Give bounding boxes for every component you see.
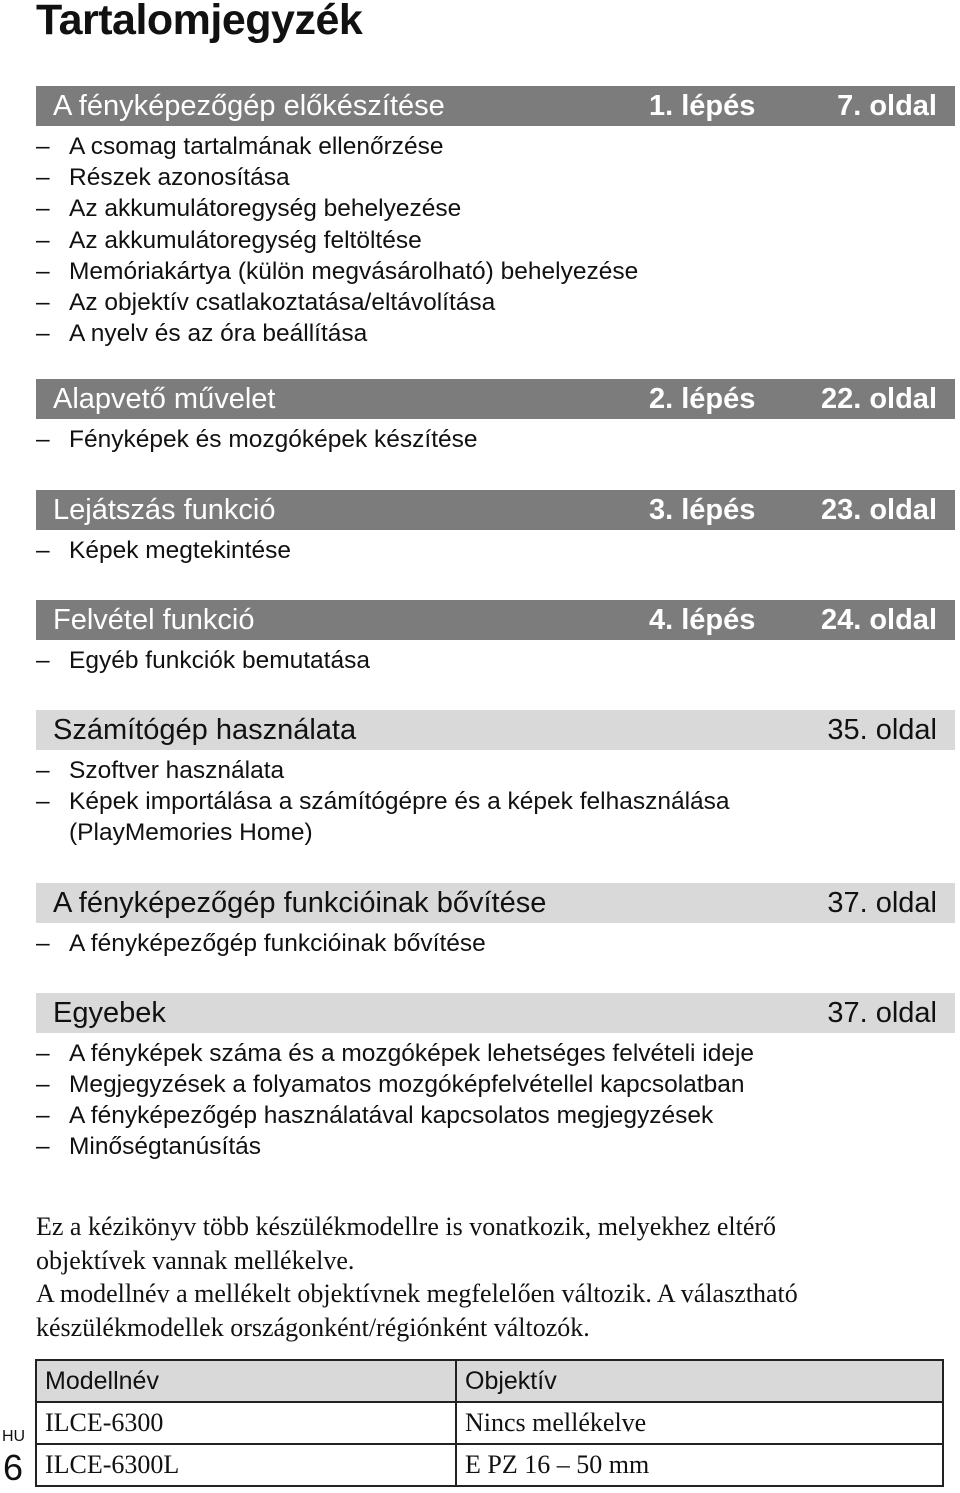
section-name: Számítógép használata <box>53 714 357 747</box>
toc-item-list <box>36 755 955 849</box>
dash-bullet: – <box>36 226 50 254</box>
toc-item-text: A csomag tartalmának ellenőrzése <box>69 133 444 160</box>
toc-item[interactable] <box>36 535 955 566</box>
section-step: 1. lépés <box>649 90 756 122</box>
toc-item-text: A fényképek száma és a mozgóképek lehetséges felvételi ideje <box>69 1039 755 1067</box>
toc-item[interactable] <box>36 1038 955 1069</box>
toc-item[interactable] <box>36 1100 955 1131</box>
dash-bullet: – <box>36 646 50 674</box>
toc-item-list <box>36 1038 955 1163</box>
section-name: Alapvető művelet <box>53 383 276 416</box>
toc-item-text: Megjegyzések a folyamatos mozgóképfelvétellel kapcsolatban <box>69 1071 745 1099</box>
section-page: 37. oldal <box>827 996 937 1029</box>
column-header-lens: Objektív <box>456 1360 943 1402</box>
dash-bullet: – <box>36 426 50 454</box>
section-page: 37. oldal <box>827 886 937 919</box>
dash-bullet: – <box>36 133 50 160</box>
toc-item-list <box>36 424 955 455</box>
toc-item-list <box>36 928 955 959</box>
section-page: 7. oldal <box>837 90 937 122</box>
toc-item[interactable] <box>36 318 955 349</box>
toc-item[interactable] <box>36 928 955 959</box>
column-header-model: Modellnév <box>36 1360 456 1402</box>
section-step: 3. lépés <box>649 493 756 526</box>
toc-section-header[interactable] <box>36 600 955 640</box>
dash-bullet: – <box>36 1039 50 1067</box>
model-name-cell: ILCE-6300 <box>36 1402 456 1444</box>
toc-section-header[interactable] <box>36 490 955 530</box>
language-code: HU <box>2 1428 26 1445</box>
section-name: A fényképezőgép funkcióinak bővítése <box>53 886 547 919</box>
section-name: Egyebek <box>53 996 166 1029</box>
toc-section-header[interactable] <box>36 379 955 419</box>
toc-item[interactable] <box>36 1131 955 1162</box>
dash-bullet: – <box>36 788 50 816</box>
toc-item-continuation[interactable] <box>36 817 955 848</box>
section-page: 22. oldal <box>820 383 937 416</box>
toc-item-text: Az objektív csatlakoztatása/eltávolítása <box>69 289 496 317</box>
dash-bullet: – <box>36 1102 50 1130</box>
toc-item-text: Szoftver használata <box>69 757 285 785</box>
page-title: Tartalomjegyzék <box>36 0 363 44</box>
lens-cell: E PZ 16 – 50 mm <box>456 1444 943 1486</box>
table-row <box>36 1402 943 1444</box>
dash-bullet: – <box>36 164 50 192</box>
toc-item[interactable] <box>36 1069 955 1100</box>
toc-item[interactable] <box>36 225 955 256</box>
toc-item[interactable] <box>36 786 955 817</box>
toc-item-text: A fényképezőgép használatával kapcsolatos megjegyzések <box>69 1102 714 1130</box>
toc-item-text: Képek megtekintése <box>69 536 291 564</box>
table-header-row <box>36 1360 943 1402</box>
model-name-cell: ILCE-6300L <box>36 1444 456 1486</box>
dash-bullet: – <box>36 1133 50 1161</box>
toc-item-text: A nyelv és az óra beállítása <box>69 320 368 348</box>
dash-bullet: – <box>36 757 50 785</box>
section-page: 35. oldal <box>827 714 937 747</box>
dash-bullet: – <box>36 536 50 564</box>
toc-section-header[interactable] <box>36 86 955 126</box>
toc-section-header[interactable] <box>36 993 955 1033</box>
toc-item-list <box>36 131 955 349</box>
section-step: 2. lépés <box>649 383 756 416</box>
page-number: 6 <box>3 1447 24 1488</box>
toc-item-text: Fényképek és mozgóképek készítése <box>69 426 478 454</box>
model-note <box>36 1210 936 1344</box>
section-step: 4. lépés <box>649 603 756 636</box>
toc-item[interactable] <box>36 256 955 287</box>
toc-section-header[interactable] <box>36 883 955 923</box>
toc-item-list <box>36 645 955 676</box>
note-line: Ez a kézikönyv több készülékmodellre is vonatkozik, melyekhez eltérő <box>36 1212 777 1241</box>
toc-item-text: Részek azonosítása <box>69 164 290 192</box>
toc-item-text: (PlayMemories Home) <box>69 819 313 847</box>
toc-item-text: Képek importálása a számítógépre és a képek felhasználása <box>69 788 730 816</box>
toc-sections <box>36 86 955 1163</box>
toc-item-text: Az akkumulátoregység behelyezése <box>69 195 462 223</box>
toc-item[interactable] <box>36 193 955 224</box>
toc-item[interactable] <box>36 131 955 162</box>
toc-item-text: Memóriakártya (külön megvásárolható) behelyezése <box>69 257 639 285</box>
section-page: 24. oldal <box>820 603 937 636</box>
dash-bullet: – <box>36 195 50 223</box>
table-row <box>36 1444 943 1486</box>
toc-item-text: Egyéb funkciók bemutatása <box>69 646 370 674</box>
dash-bullet: – <box>36 929 50 957</box>
toc-item-text: A fényképezőgép funkcióinak bővítése <box>69 929 486 957</box>
section-name: Lejátszás funkció <box>53 493 276 526</box>
toc-item[interactable] <box>36 424 955 455</box>
lens-cell: Nincs mellékelve <box>456 1402 943 1444</box>
section-page: 23. oldal <box>820 493 937 526</box>
note-line: készülékmodellek országonként/régiónként változók. <box>36 1312 590 1342</box>
dash-bullet: – <box>36 1071 50 1099</box>
toc-item[interactable] <box>36 287 955 318</box>
toc-section-header[interactable] <box>36 710 955 750</box>
model-table <box>35 1359 944 1487</box>
toc-item[interactable] <box>36 645 955 676</box>
toc-item[interactable] <box>36 162 955 193</box>
toc-item-text: Minőségtanúsítás <box>69 1133 262 1161</box>
dash-bullet: – <box>36 320 50 348</box>
section-name: A fényképezőgép előkészítése <box>53 90 445 122</box>
toc-item[interactable] <box>36 755 955 786</box>
toc-item-text: Az akkumulátoregység feltöltése <box>69 226 422 254</box>
section-name: Felvétel funkció <box>53 603 255 636</box>
note-line: A modellnév a mellékelt objektívnek megfelelően változik. A választható <box>36 1279 798 1308</box>
dash-bullet: – <box>36 257 50 285</box>
dash-bullet: – <box>36 289 50 317</box>
note-line: objektívek vannak mellékelve. <box>36 1245 355 1275</box>
toc-item-list <box>36 535 955 566</box>
